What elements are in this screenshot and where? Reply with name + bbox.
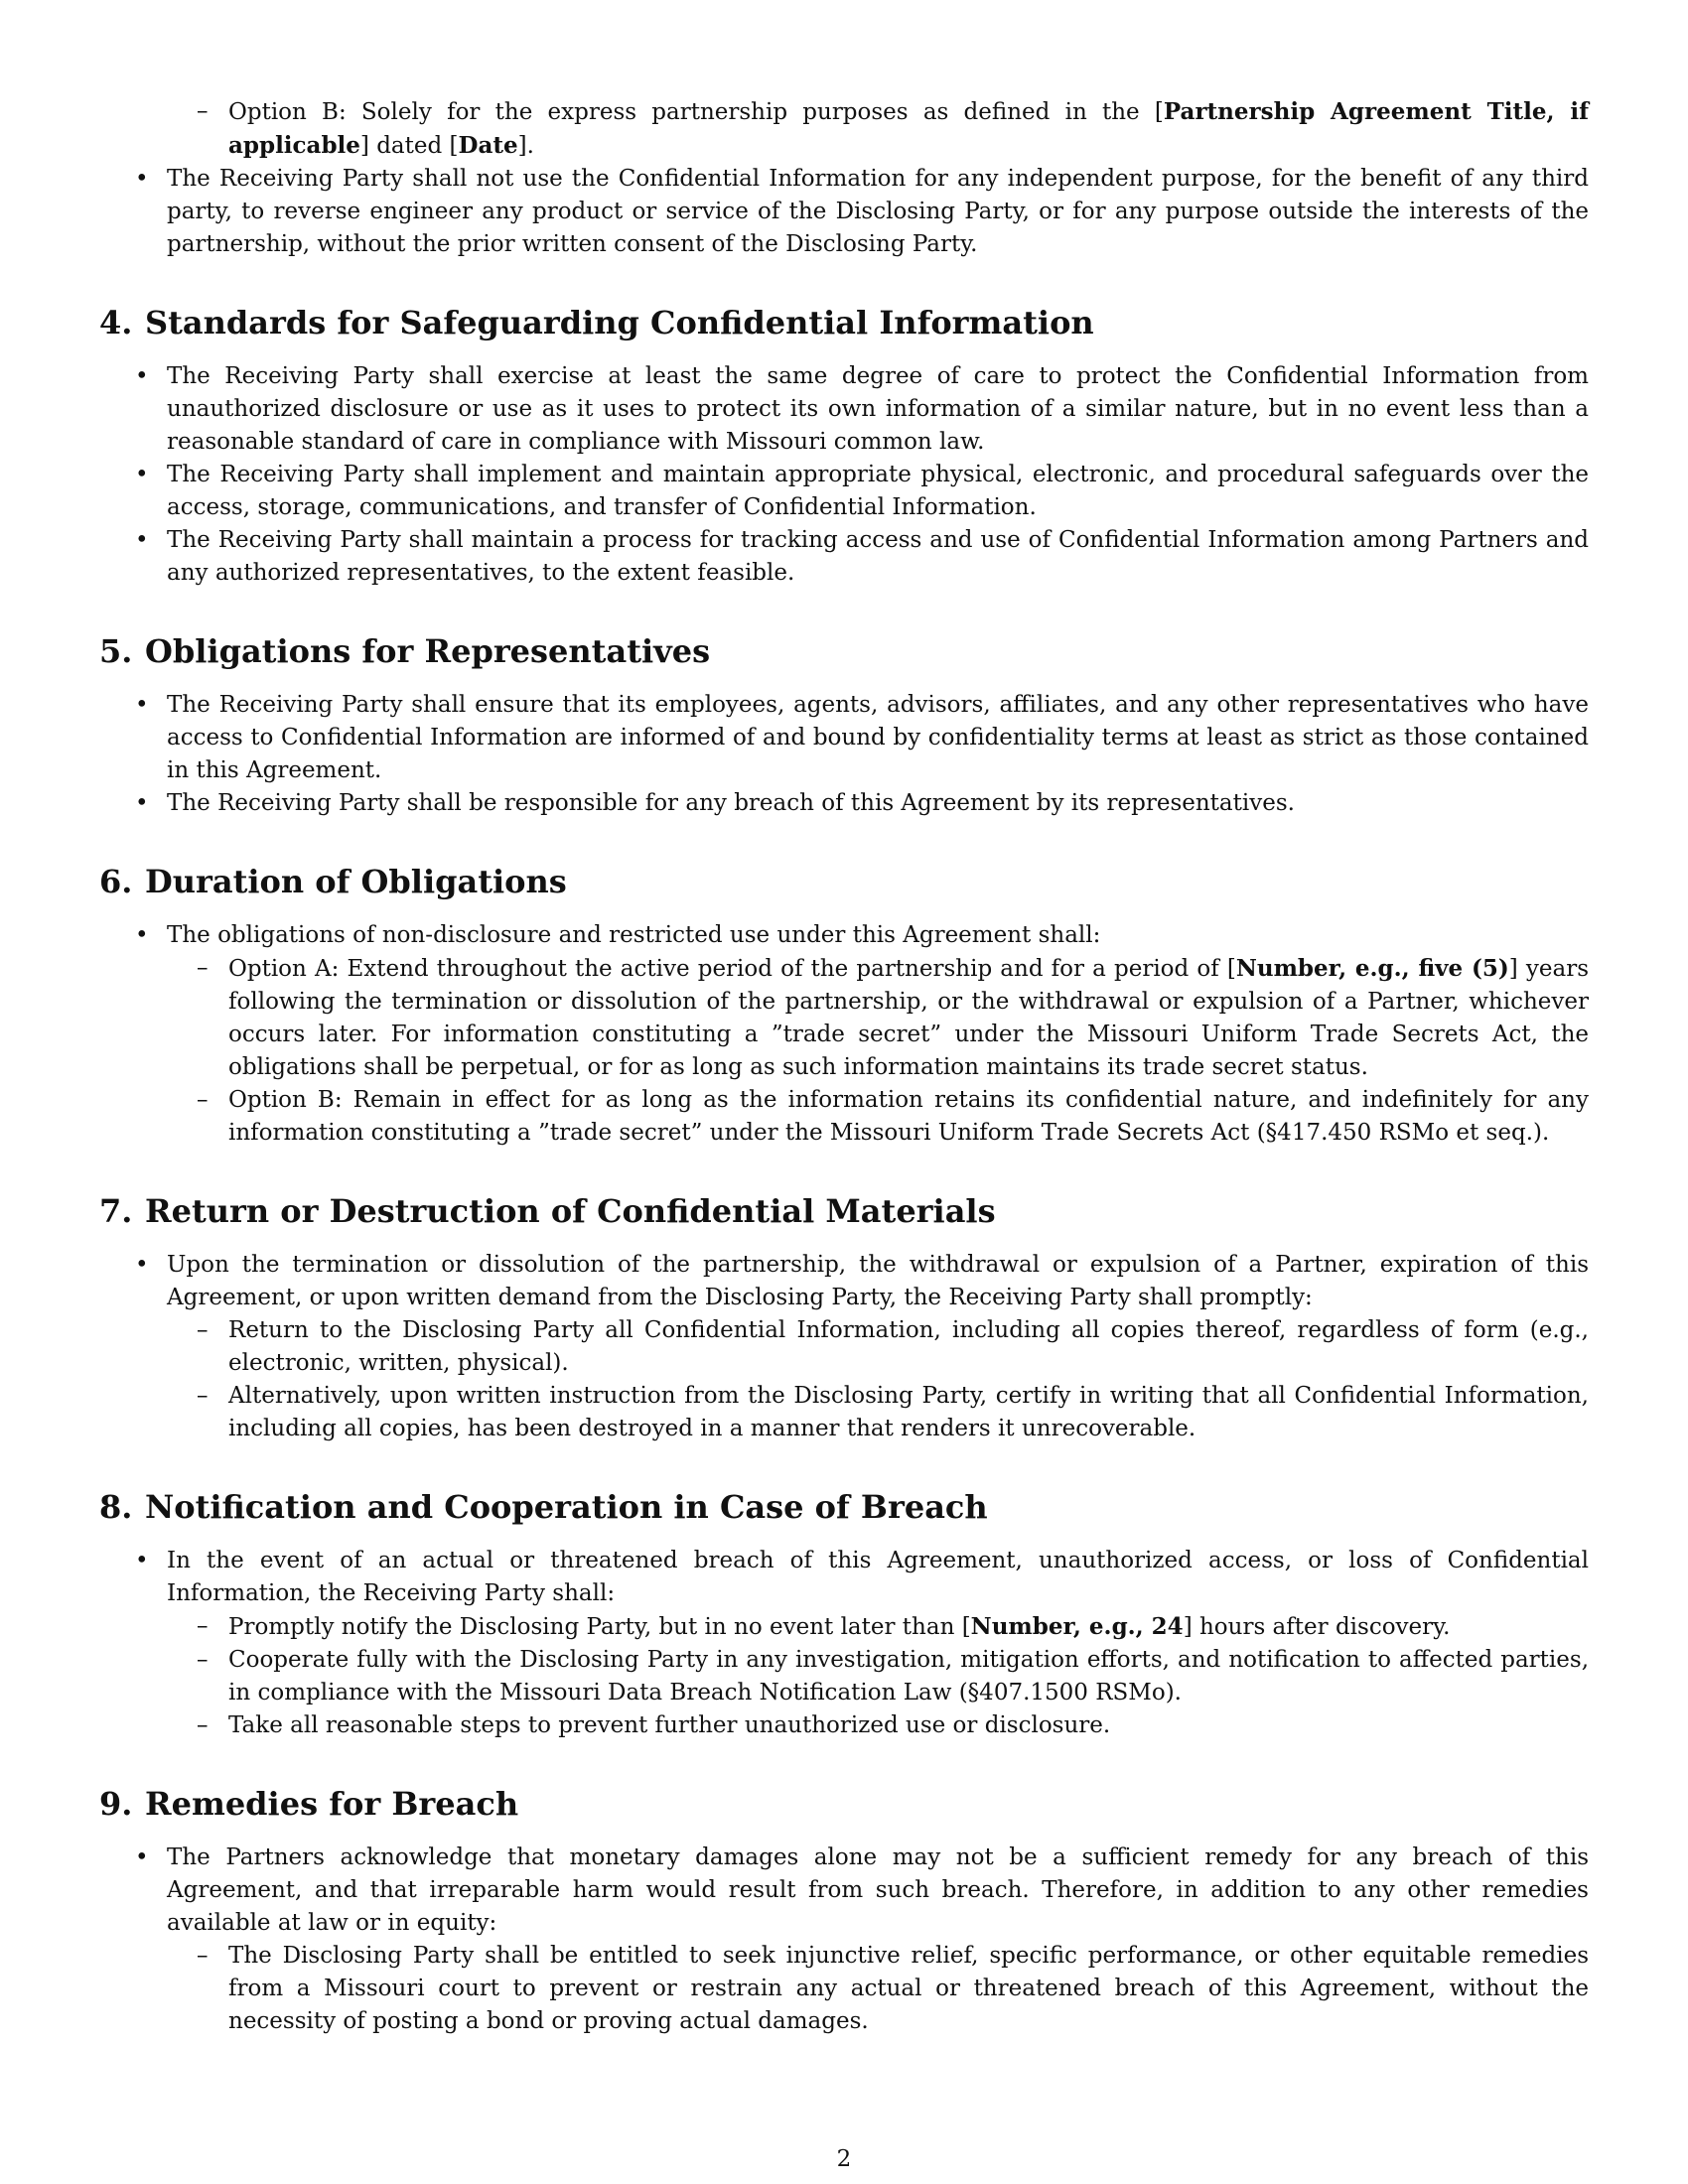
use-restriction-list: [99, 163, 1589, 261]
section-7-sub-destroy: – Alternatively, upon written instruction from the Disclosing Party, certify in writing that all Confidential Information, including all copies, has been destroyed in a manner that renders it unrecoverable.: [99, 1380, 1589, 1445]
section-7-heading: [99, 1191, 1589, 1231]
section-7-item-intro: • Upon the termination or dissolution of the partnership, the withdrawal or expulsion of a Partner, expiration of this Agreement, or upon written demand from the Disclosing Party, the Receiving Party shall promptly:: [99, 1249, 1589, 1314]
option-a-suffix: ] years following the termination or dissolution of the partnership, or the withdrawal or expulsion of a Partner, whichever occurs later. For information constituting a ”trade secret” under the Missouri Uniform Trade Secrets Act, the obligations shall be perpetual, or for as long as such information maintains its trade secret status.: [228, 956, 1589, 1080]
no-independent-use-item: • The Receiving Party shall not use the Confidential Information for any independent purpose, for the benefit of any third party, to reverse engineer any product or service of the Disclosing Party, or for any purpose outside the interests of the partnership, without the prior written consent of the Disclosing Party.: [99, 163, 1589, 261]
section-9-number: 9.: [99, 1785, 133, 1823]
section-7-sub-return: – Return to the Disclosing Party all Confidential Information, including all copies thereof, regardless of form (e.g., electronic, written, physical).: [99, 1314, 1589, 1380]
section-8-sub-notify: [99, 1610, 1589, 1644]
years-placeholder: Number, e.g., five (5): [1235, 955, 1509, 982]
notify-prefix: Promptly notify the Disclosing Party, but in no event later than [: [228, 1614, 971, 1640]
partnership-agreement-title-placeholder: Partnership Agreement Title, if applicable: [228, 98, 1590, 159]
section-6-list: [99, 919, 1589, 952]
section-4-number: 4.: [99, 304, 133, 341]
section-5-item-responsibility: • The Receiving Party shall be responsible for any breach of this Agreement by its representatives.: [99, 787, 1589, 820]
section-9-title: Remedies for Breach: [145, 1785, 519, 1823]
section-5-item-representatives-bound: • The Receiving Party shall ensure that its employees, agents, advisors, affiliates, and any other representatives who have access to Confidential Information are informed of and bound by confidentiality terms at least as strict as those contained in this Agreement.: [99, 689, 1589, 787]
section-5-list: [99, 689, 1589, 820]
section-7-sub-list: [99, 1314, 1589, 1445]
section-8-list: [99, 1545, 1589, 1610]
option-list-continued: [99, 95, 1589, 163]
section-4-item-care: • The Receiving Party shall exercise at least the same degree of care to protect the Confidential Information from unauthorized disclosure or use as it uses to protect its own information of a similar nature, but in no event less than a reasonable standard of care in compliance with Missouri common law.: [99, 360, 1589, 459]
section-9-list: [99, 1842, 1589, 1940]
section-8-sub-list: [99, 1610, 1589, 1742]
section-6-item-intro: • The obligations of non-disclosure and restricted use under this Agreement shall:: [99, 919, 1589, 952]
section-9-sub-list: [99, 1940, 1589, 2038]
section-6-number: 6.: [99, 863, 133, 900]
section-4-heading: [99, 303, 1589, 342]
section-9-heading: [99, 1784, 1589, 1824]
section-8-heading: [99, 1487, 1589, 1527]
section-6-title: Duration of Obligations: [145, 863, 567, 900]
section-6-heading: [99, 862, 1589, 901]
section-7-number: 7.: [99, 1192, 133, 1230]
option-a-prefix: Option A: Extend throughout the active period of the partnership and for a period of [: [228, 956, 1236, 982]
section-6-options: [99, 952, 1589, 1150]
option-b-suffix: ].: [517, 133, 534, 159]
section-7-title: Return or Destruction of Confidential Materials: [145, 1192, 996, 1230]
section-8-sub-prevent: – Take all reasonable steps to prevent further unauthorized use or disclosure.: [99, 1709, 1589, 1742]
section-6-option-a: [99, 952, 1589, 1084]
section-5-title: Obligations for Representatives: [145, 632, 711, 670]
section-4-title: Standards for Safeguarding Confidential Information: [145, 304, 1094, 341]
document-page: [99, 95, 1589, 2038]
notify-suffix: ] hours after discovery.: [1183, 1614, 1451, 1640]
option-b-mid: ] dated [: [359, 133, 459, 159]
hours-placeholder: Number, e.g., 24: [970, 1613, 1184, 1640]
section-8-item-intro: • In the event of an actual or threatened breach of this Agreement, unauthorized access, or loss of Confidential Information, the Receiving Party shall:: [99, 1545, 1589, 1610]
section-7-list: [99, 1249, 1589, 1314]
section-4-item-tracking: • The Receiving Party shall maintain a process for tracking access and use of Confidential Information among Partners and any authorized representatives, to the extent feasible.: [99, 524, 1589, 590]
section-6-option-b: – Option B: Remain in effect for as long as the information retains its confidential nature, and indefinitely for any information constituting a ”trade secret” under the Missouri Uniform Trade Secrets Act (§417.450 RSMo et seq.).: [99, 1084, 1589, 1150]
section-5-heading: [99, 631, 1589, 671]
section-4-list: [99, 360, 1589, 590]
option-b-prefix: Option B: Solely for the express partnership purposes as defined in the [: [228, 99, 1164, 125]
section-8-title: Notification and Cooperation in Case of Breach: [145, 1488, 988, 1526]
section-8-number: 8.: [99, 1488, 133, 1526]
section-9-item-intro: • The Partners acknowledge that monetary damages alone may not be a sufficient remedy for any breach of this Agreement, and that irreparable harm would result from such breach. Therefore, in addition to any other remedies available at law or in equity:: [99, 1842, 1589, 1940]
option-b-purpose-item: [99, 95, 1589, 163]
section-4-item-safeguards: • The Receiving Party shall implement and maintain appropriate physical, electronic, and procedural safeguards over the access, storage, communications, and transfer of Confidential Information.: [99, 459, 1589, 524]
section-5-number: 5.: [99, 632, 133, 670]
date-placeholder: Date: [458, 132, 518, 159]
section-9-sub-injunctive-relief: – The Disclosing Party shall be entitled to seek injunctive relief, specific performance, or other equitable remedies from a Missouri court to prevent or restrain any actual or threatened breach of this Agreement, without the necessity of posting a bond or proving actual damages.: [99, 1940, 1589, 2038]
section-8-sub-cooperate: – Cooperate fully with the Disclosing Party in any investigation, mitigation efforts, and notification to affected parties, in compliance with the Missouri Data Breach Notification Law (§407.1500 RSMo).: [99, 1644, 1589, 1709]
page-number: 2: [836, 2146, 852, 2172]
